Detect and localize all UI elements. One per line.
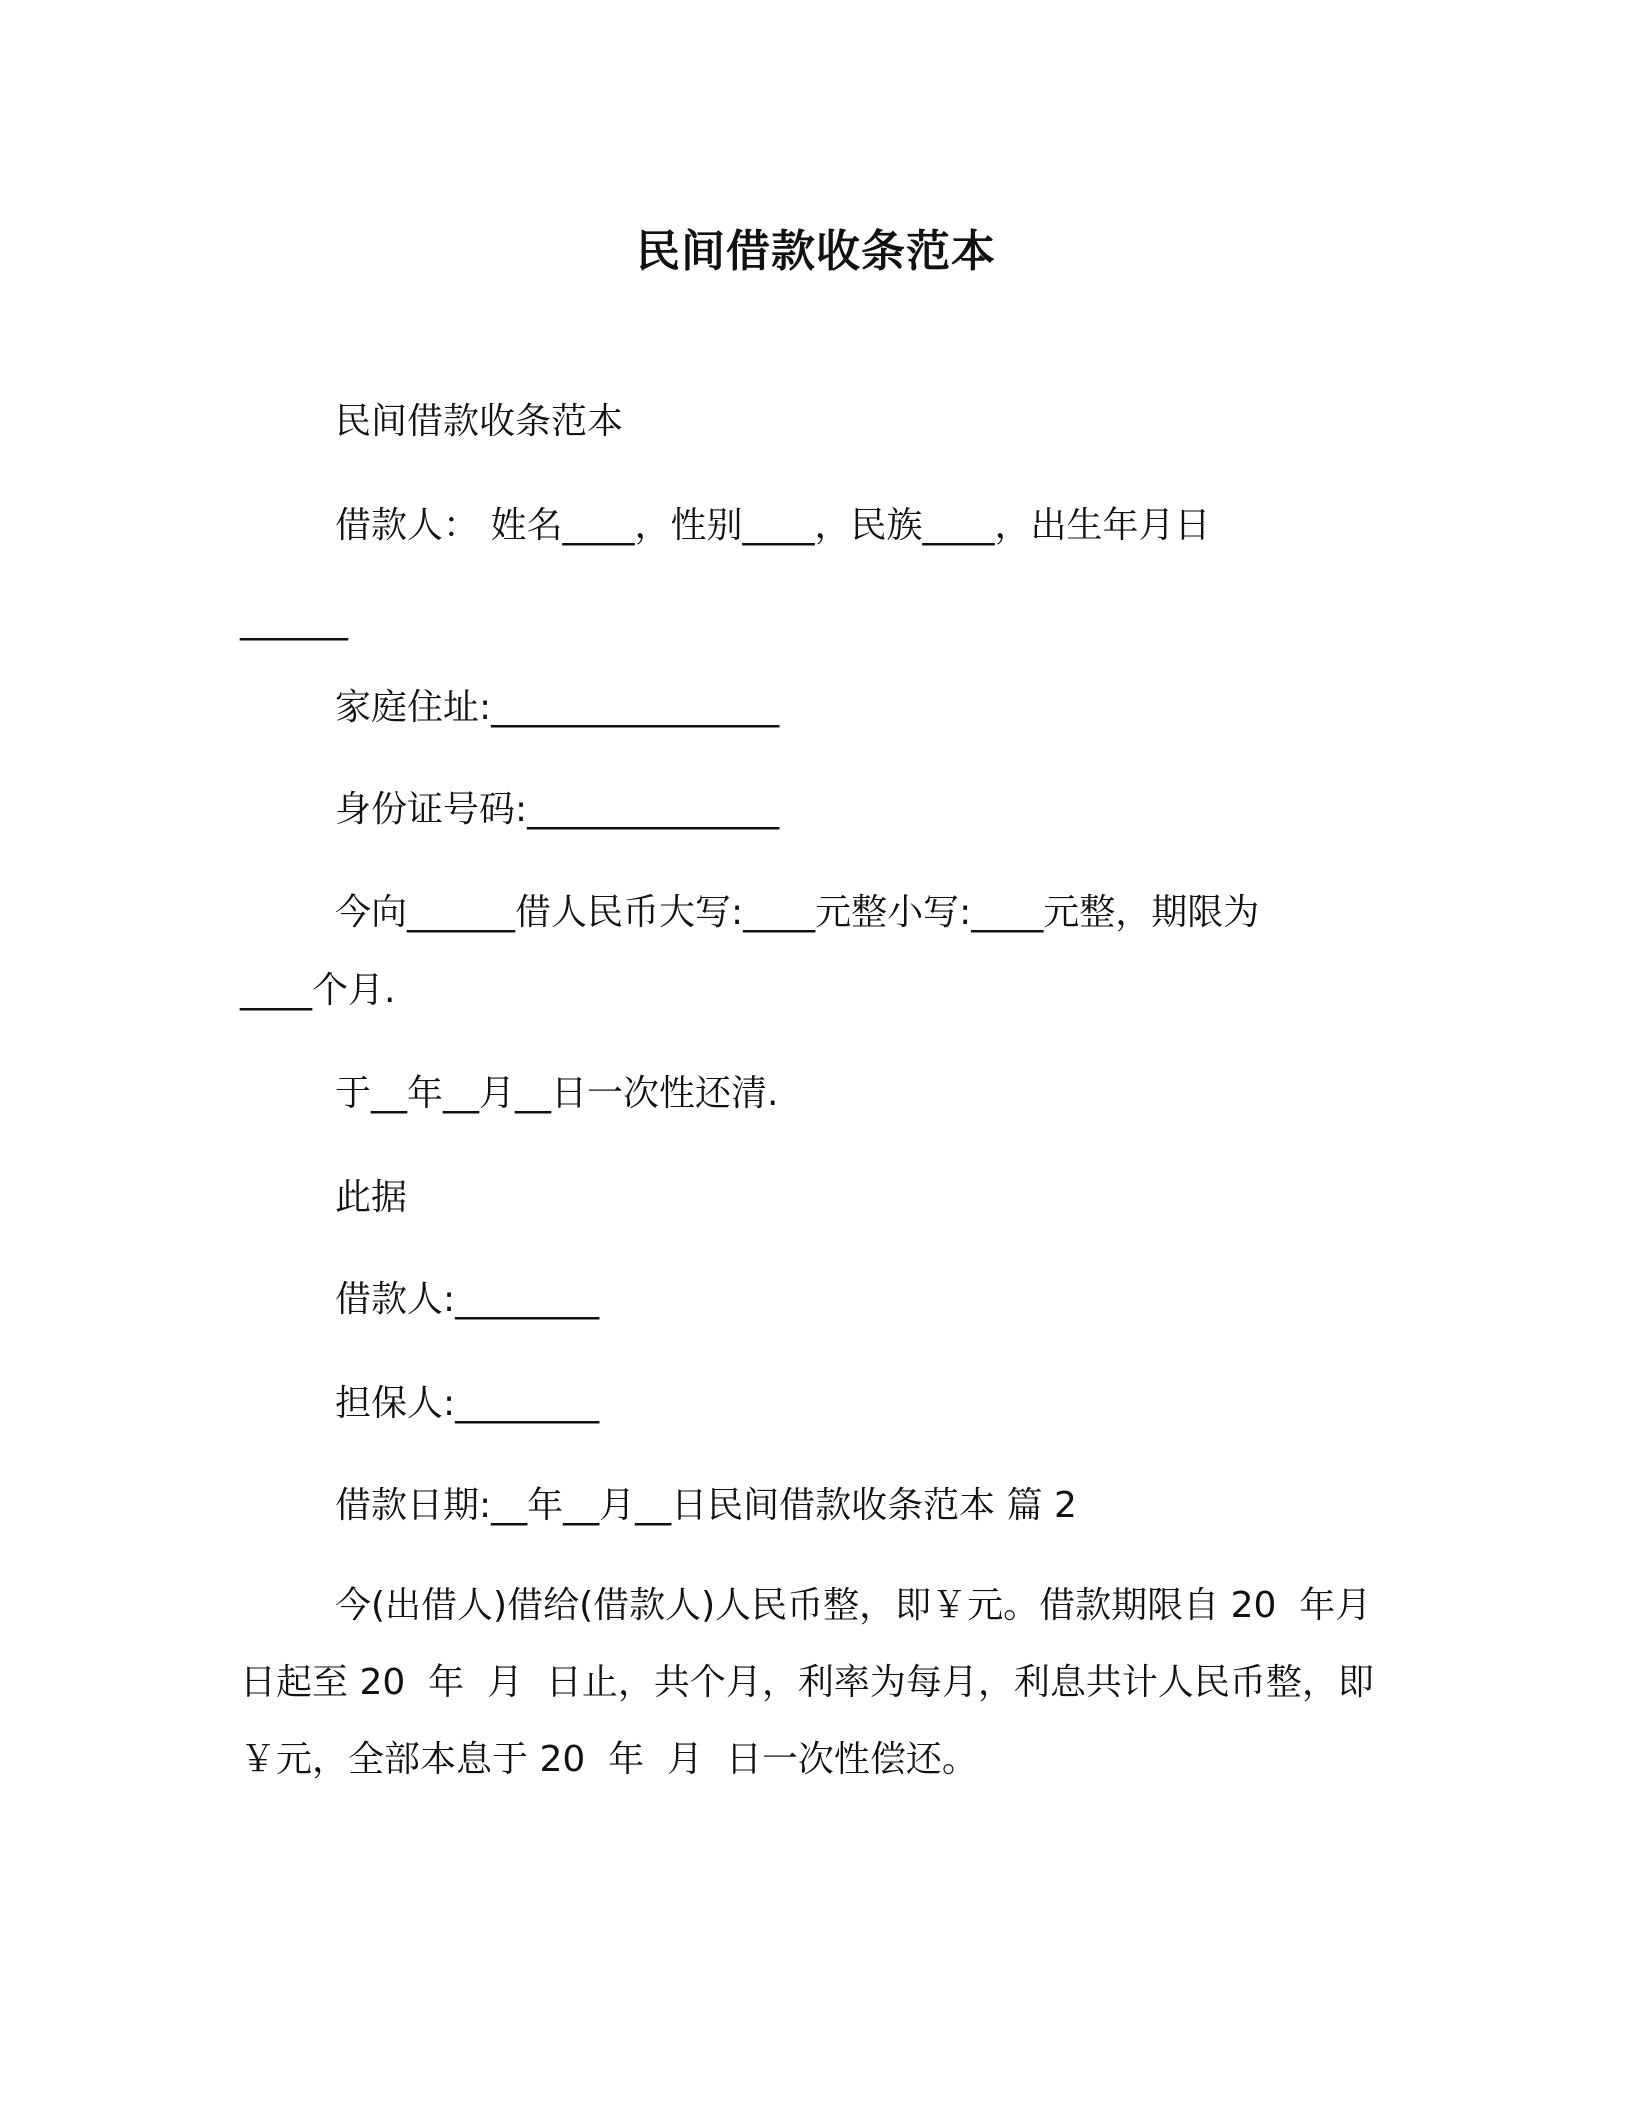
repayment-date-line: 于__年__月__日一次性还清. [335, 1073, 779, 1114]
template2-para-line-2: 日起至 20 年 月 日止，共个月，利率为每月，利息共计人民币整，即 [240, 1662, 1374, 1703]
address-line: 家庭住址:________________ [335, 687, 780, 728]
loan-amount-line: 今向______借人民币大写:____元整小写:____元整，期限为 [335, 892, 1260, 933]
id-number-line: 身份证号码:______________ [335, 789, 780, 830]
subtitle-line: 民间借款收条范本 [335, 401, 624, 442]
birthdate-blank-line: ______ [240, 600, 348, 641]
borrower-signature-line: 借款人:________ [335, 1279, 600, 1320]
document-title: 民间借款收条范本 [636, 226, 996, 277]
template2-para-line-3: ￥元，全部本息于 20 年 月 日一次性偿还。 [240, 1739, 978, 1780]
template2-para-line-1: 今(出借人)借给(借款人)人民币整，即￥元。借款期限自 20 年月 [335, 1585, 1372, 1626]
loan-term-line: ____个月. [240, 970, 396, 1011]
loan-date-line: 借款日期:__年__月__日民间借款收条范本 篇 2 [335, 1485, 1077, 1526]
receipt-note-line: 此据 [335, 1177, 408, 1218]
borrower-info-line: 借款人： 姓名____，性别____，民族____，出生年月日 [335, 505, 1211, 546]
guarantor-signature-line: 担保人:________ [335, 1383, 600, 1424]
